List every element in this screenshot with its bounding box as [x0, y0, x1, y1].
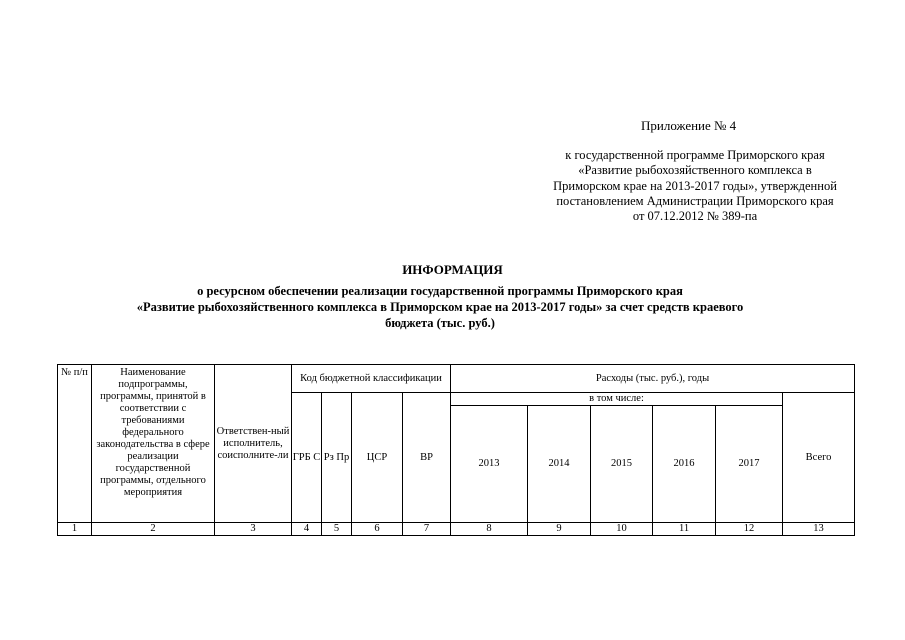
column-number: 3 — [215, 523, 292, 536]
column-number: 13 — [783, 523, 855, 536]
column-number: 6 — [352, 523, 403, 536]
column-number-row — [58, 523, 855, 536]
document-subtitle — [100, 283, 780, 331]
appendix-line: от 07.12.2012 № 389-па — [632, 209, 758, 224]
header-vr: ВР — [403, 393, 451, 523]
appendix-number: Приложение № 4 — [641, 118, 737, 133]
appendix-line: к государственной программе Приморского края — [565, 148, 825, 162]
header-rzpr: Рз Пр — [322, 393, 352, 523]
column-number: 9 — [528, 523, 591, 536]
column-number: 2 — [92, 523, 215, 536]
header-year: 2014 — [528, 406, 591, 523]
column-number: 7 — [403, 523, 451, 536]
appendix-line: постановлением Администрации Приморского края — [556, 193, 834, 208]
header-num — [58, 365, 92, 523]
header-year: 2017 — [716, 406, 783, 523]
column-number: 10 — [591, 523, 653, 536]
header-budget-code: Код бюджетной классификации — [292, 365, 451, 393]
header-total: Всего — [783, 393, 855, 523]
column-number: 4 — [292, 523, 322, 536]
header-name-text: Наименование подпрограммы, программы, принятой в соответствии с требованиями федерального законодательства в сфере реализации государственной программы, отдельного мероприятия — [96, 367, 210, 498]
subtitle-line: о ресурсном обеспечении реализации государственной программы Приморского края — [197, 284, 683, 298]
appendix-line: Приморском крае на 2013-2017 годы», утвержденной — [553, 178, 837, 193]
column-number: 5 — [322, 523, 352, 536]
appendix-line: «Развитие рыбохозяйственного комплекса в — [578, 163, 812, 178]
column-number: 8 — [451, 523, 528, 536]
subtitle-line: бюджета (тыс. руб.) — [385, 316, 495, 330]
header-expenses: Расходы (тыс. руб.), годы — [451, 365, 855, 393]
header-name — [92, 365, 215, 523]
resource-table — [57, 364, 855, 536]
header-including: в том числе: — [451, 393, 783, 406]
header-year: 2013 — [451, 406, 528, 523]
header-grbs: ГРБ С — [292, 393, 322, 523]
column-number: 11 — [653, 523, 716, 536]
header-year: 2016 — [653, 406, 716, 523]
column-number: 1 — [58, 523, 92, 536]
subtitle-line: «Развитие рыбохозяйственного комплекса в Приморском крае на 2013-2017 годы» за счет средств краевого — [136, 300, 744, 314]
header-num-text: № п/п — [61, 367, 88, 378]
header-year: 2015 — [591, 406, 653, 523]
appendix-reference — [515, 148, 875, 224]
header-responsible: Ответствен-ный исполнитель, соисполните-ли — [215, 365, 292, 523]
document-title: ИНФОРМАЦИЯ — [402, 262, 503, 277]
header-csr: ЦСР — [352, 393, 403, 523]
column-number: 12 — [716, 523, 783, 536]
